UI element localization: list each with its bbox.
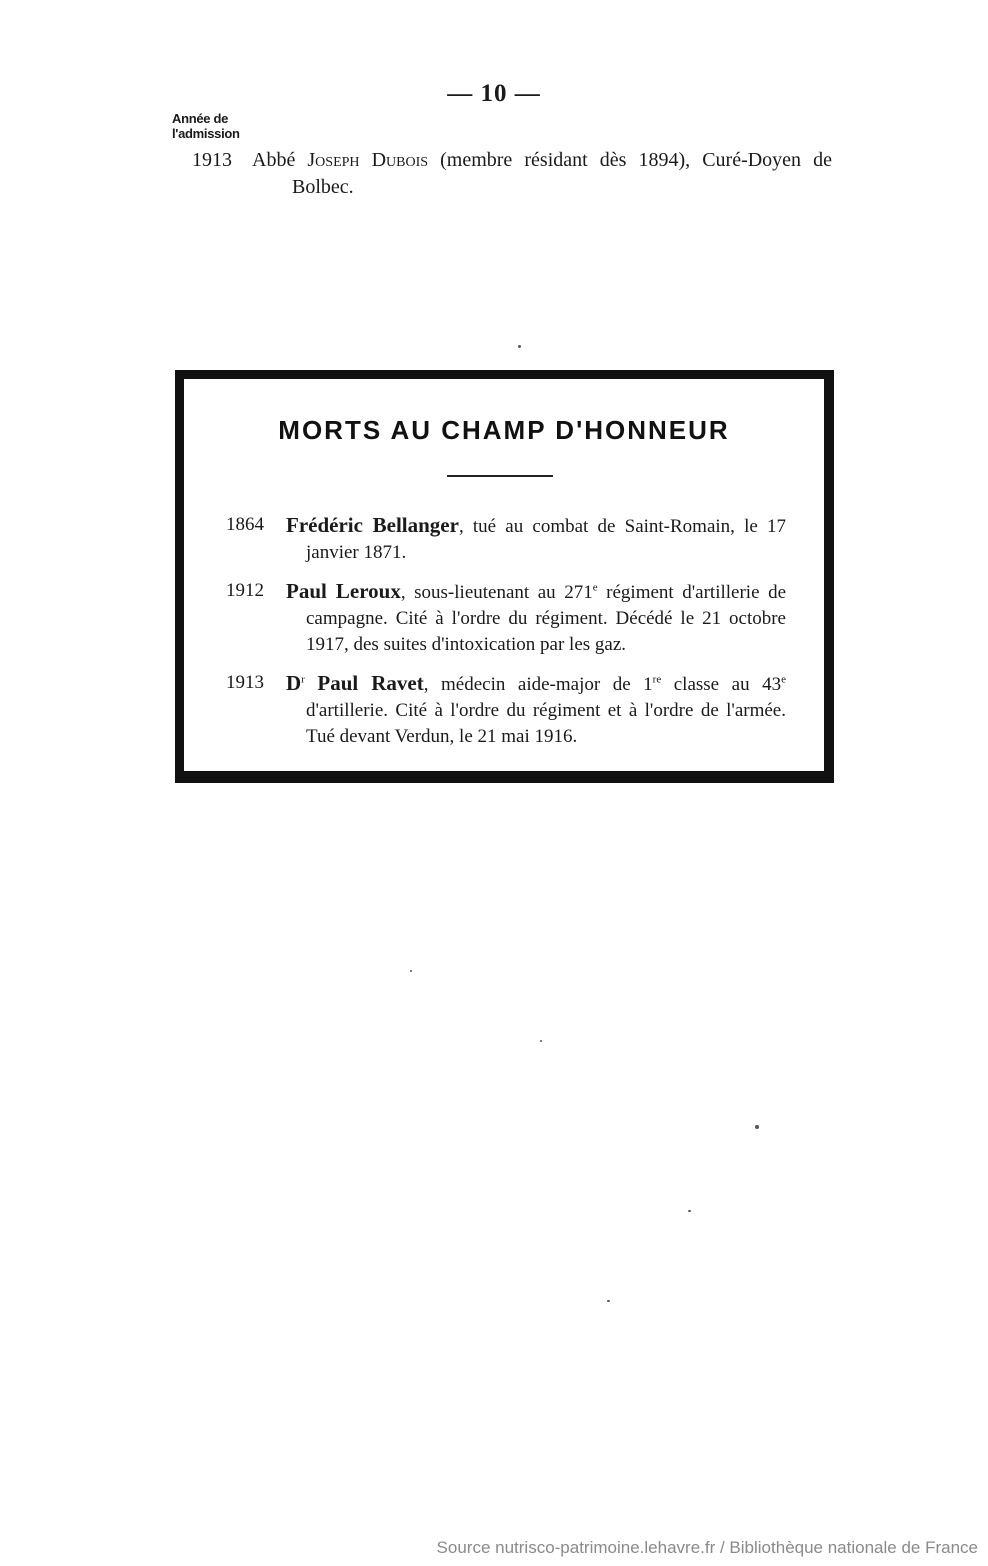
honour-entry-name: Frédéric Bellanger xyxy=(286,513,459,537)
honour-entry-text: , médecin aide-major de 1 xyxy=(423,674,653,695)
entry-description: (membre résidant dès 1894), Curé-Doyen de Bolbec. xyxy=(292,149,832,198)
page-number: — 10 — xyxy=(447,80,541,107)
honour-entry-text-cont: d'artillerie. Cité à l'ordre du régiment et à l'ordre de l'armée. Tué devant Verdun, le 21 mai 1916. xyxy=(306,700,786,747)
entry-year: 1913 xyxy=(192,149,232,171)
honour-entry-name: Paul Ravet xyxy=(317,671,424,695)
honour-roll-list xyxy=(226,512,786,762)
scan-speck xyxy=(607,1300,610,1302)
scan-speck xyxy=(518,345,521,348)
entry-text xyxy=(252,147,832,201)
title-suffix: r xyxy=(301,673,305,686)
honour-entry-name: Paul Leroux xyxy=(286,579,401,603)
scan-speck xyxy=(410,970,412,972)
honour-entry-text-cont: régiment d'artillerie de campagne. Cité à l'ordre du régiment. Décédé le 21 octobre 1917, des suites d'intoxication par les gaz. xyxy=(306,582,786,655)
entry-name: Joseph Dubois xyxy=(307,149,429,171)
title-divider xyxy=(447,475,553,477)
honour-entry-title: D xyxy=(286,671,302,695)
member-entry xyxy=(192,147,832,201)
honour-entry-body xyxy=(286,670,786,750)
scan-speck xyxy=(688,1210,691,1212)
honour-entry xyxy=(226,512,786,566)
honour-entry-year: 1864 xyxy=(226,514,264,535)
honour-entry-text-mid: classe au 43 xyxy=(661,674,782,695)
scan-speck xyxy=(540,1040,542,1042)
honour-entry-text: , tué au combat de Saint-Romain, le 17 janvier 1871. xyxy=(306,516,787,563)
ordinal-suffix-2: e xyxy=(781,673,786,686)
admission-year-header xyxy=(172,111,240,141)
scan-speck xyxy=(755,1125,759,1129)
honour-roll-title: MORTS AU CHAMP D'HONNEUR xyxy=(278,415,730,445)
honour-entry xyxy=(226,670,786,750)
honour-entry xyxy=(226,578,786,658)
honour-entry-year: 1913 xyxy=(226,672,264,693)
honour-entry-year: 1912 xyxy=(226,580,264,601)
source-attribution: Source nutrisco-patrimoine.lehavre.fr / Bibliothèque nationale de France xyxy=(436,1538,978,1557)
honour-roll-box xyxy=(175,370,834,783)
ordinal-suffix: e xyxy=(592,581,598,594)
admission-header-line1: Année de xyxy=(172,111,229,126)
ordinal-suffix: re xyxy=(652,673,662,686)
entry-prefix: Abbé xyxy=(252,149,308,171)
admission-header-line2: l'admission xyxy=(172,126,240,141)
honour-entry-text: , sous-lieutenant au 271 xyxy=(400,582,593,603)
honour-entry-body xyxy=(286,512,786,566)
honour-entry-body xyxy=(286,578,786,658)
